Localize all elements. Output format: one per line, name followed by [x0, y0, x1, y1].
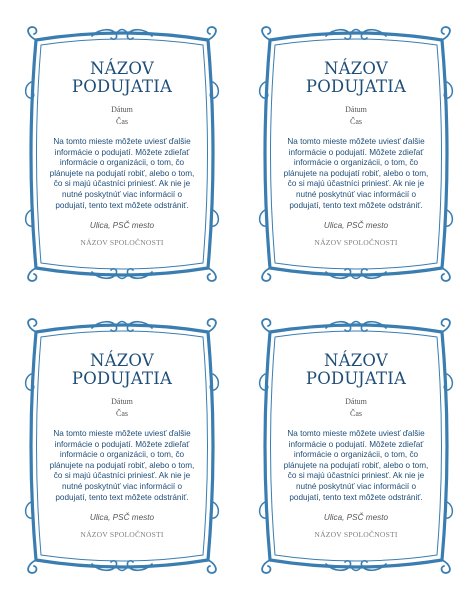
event-card — [22, 24, 222, 284]
card-content — [42, 334, 202, 540]
event-time: Čas — [350, 117, 362, 126]
event-card — [22, 316, 222, 576]
card-content — [276, 334, 436, 540]
event-description: Na tomto mieste môžete uviesť ďalšie informácie o podujatí. Môžete zdieľať informácie o organizácii, o tom, čo plánujete na podujatí robiť, alebo o tom, čo si majú účastníci priniesť. Ak nie je nutné poskytnúť viac informácií o podujatí, tento text môžete odstrániť. — [283, 137, 429, 210]
event-title — [276, 352, 436, 388]
event-description: Na tomto mieste môžete uviesť ďalšie informácie o podujatí. Môžete zdieľať informácie o organizácii, o tom, čo plánujete na podujatí robiť, alebo o tom, čo si majú účastníci priniesť. Ak nie je nutné poskytnúť viac informácií o podujatí, tento text môžete odstrániť. — [49, 429, 195, 502]
event-title-line2: PODUJATIA — [71, 77, 173, 96]
event-address: Ulica, PSČ mesto — [323, 513, 389, 523]
event-address: Ulica, PSČ mesto — [89, 221, 155, 231]
event-title-line1: NÁZOV — [90, 351, 154, 370]
event-title-line2: PODUJATIA — [71, 369, 173, 388]
event-description: Na tomto mieste môžete uviesť ďalšie informácie o podujatí. Môžete zdieľať informácie o organizácii, o tom, čo plánujete na podujatí robiť, alebo o tom, čo si majú účastníci priniesť. Ak nie je nutné poskytnúť viac informácií o podujatí, tento text môžete odstrániť. — [49, 137, 195, 210]
event-time: Čas — [116, 409, 128, 418]
company-name: NÁZOV SPOLOČNOSTI — [80, 238, 164, 248]
event-title — [42, 60, 202, 96]
card-content — [276, 42, 436, 248]
company-name: NÁZOV SPOLOČNOSTI — [314, 530, 398, 540]
event-card — [256, 316, 456, 576]
event-card — [256, 24, 456, 284]
event-address: Ulica, PSČ mesto — [89, 513, 155, 523]
company-name: NÁZOV SPOLOČNOSTI — [80, 530, 164, 540]
event-date: Dátum — [345, 397, 367, 406]
card-content — [42, 42, 202, 248]
event-description: Na tomto mieste môžete uviesť ďalšie informácie o podujatí. Môžete zdieľať informácie o organizácii, o tom, čo plánujete na podujatí robiť, alebo o tom, čo si majú účastníci priniesť. Ak nie je nutné poskytnúť viac informácií o podujatí, tento text môžete odstrániť. — [283, 429, 429, 502]
event-title-line1: NÁZOV — [324, 59, 388, 78]
event-title — [276, 60, 436, 96]
event-address: Ulica, PSČ mesto — [323, 221, 389, 231]
event-title-line1: NÁZOV — [324, 351, 388, 370]
event-time: Čas — [350, 409, 362, 418]
event-title — [42, 352, 202, 388]
event-date: Dátum — [345, 105, 367, 114]
event-time: Čas — [116, 117, 128, 126]
event-date: Dátum — [111, 397, 133, 406]
event-title-line2: PODUJATIA — [305, 369, 407, 388]
company-name: NÁZOV SPOLOČNOSTI — [314, 238, 398, 248]
event-title-line2: PODUJATIA — [305, 77, 407, 96]
event-title-line1: NÁZOV — [90, 59, 154, 78]
event-date: Dátum — [111, 105, 133, 114]
